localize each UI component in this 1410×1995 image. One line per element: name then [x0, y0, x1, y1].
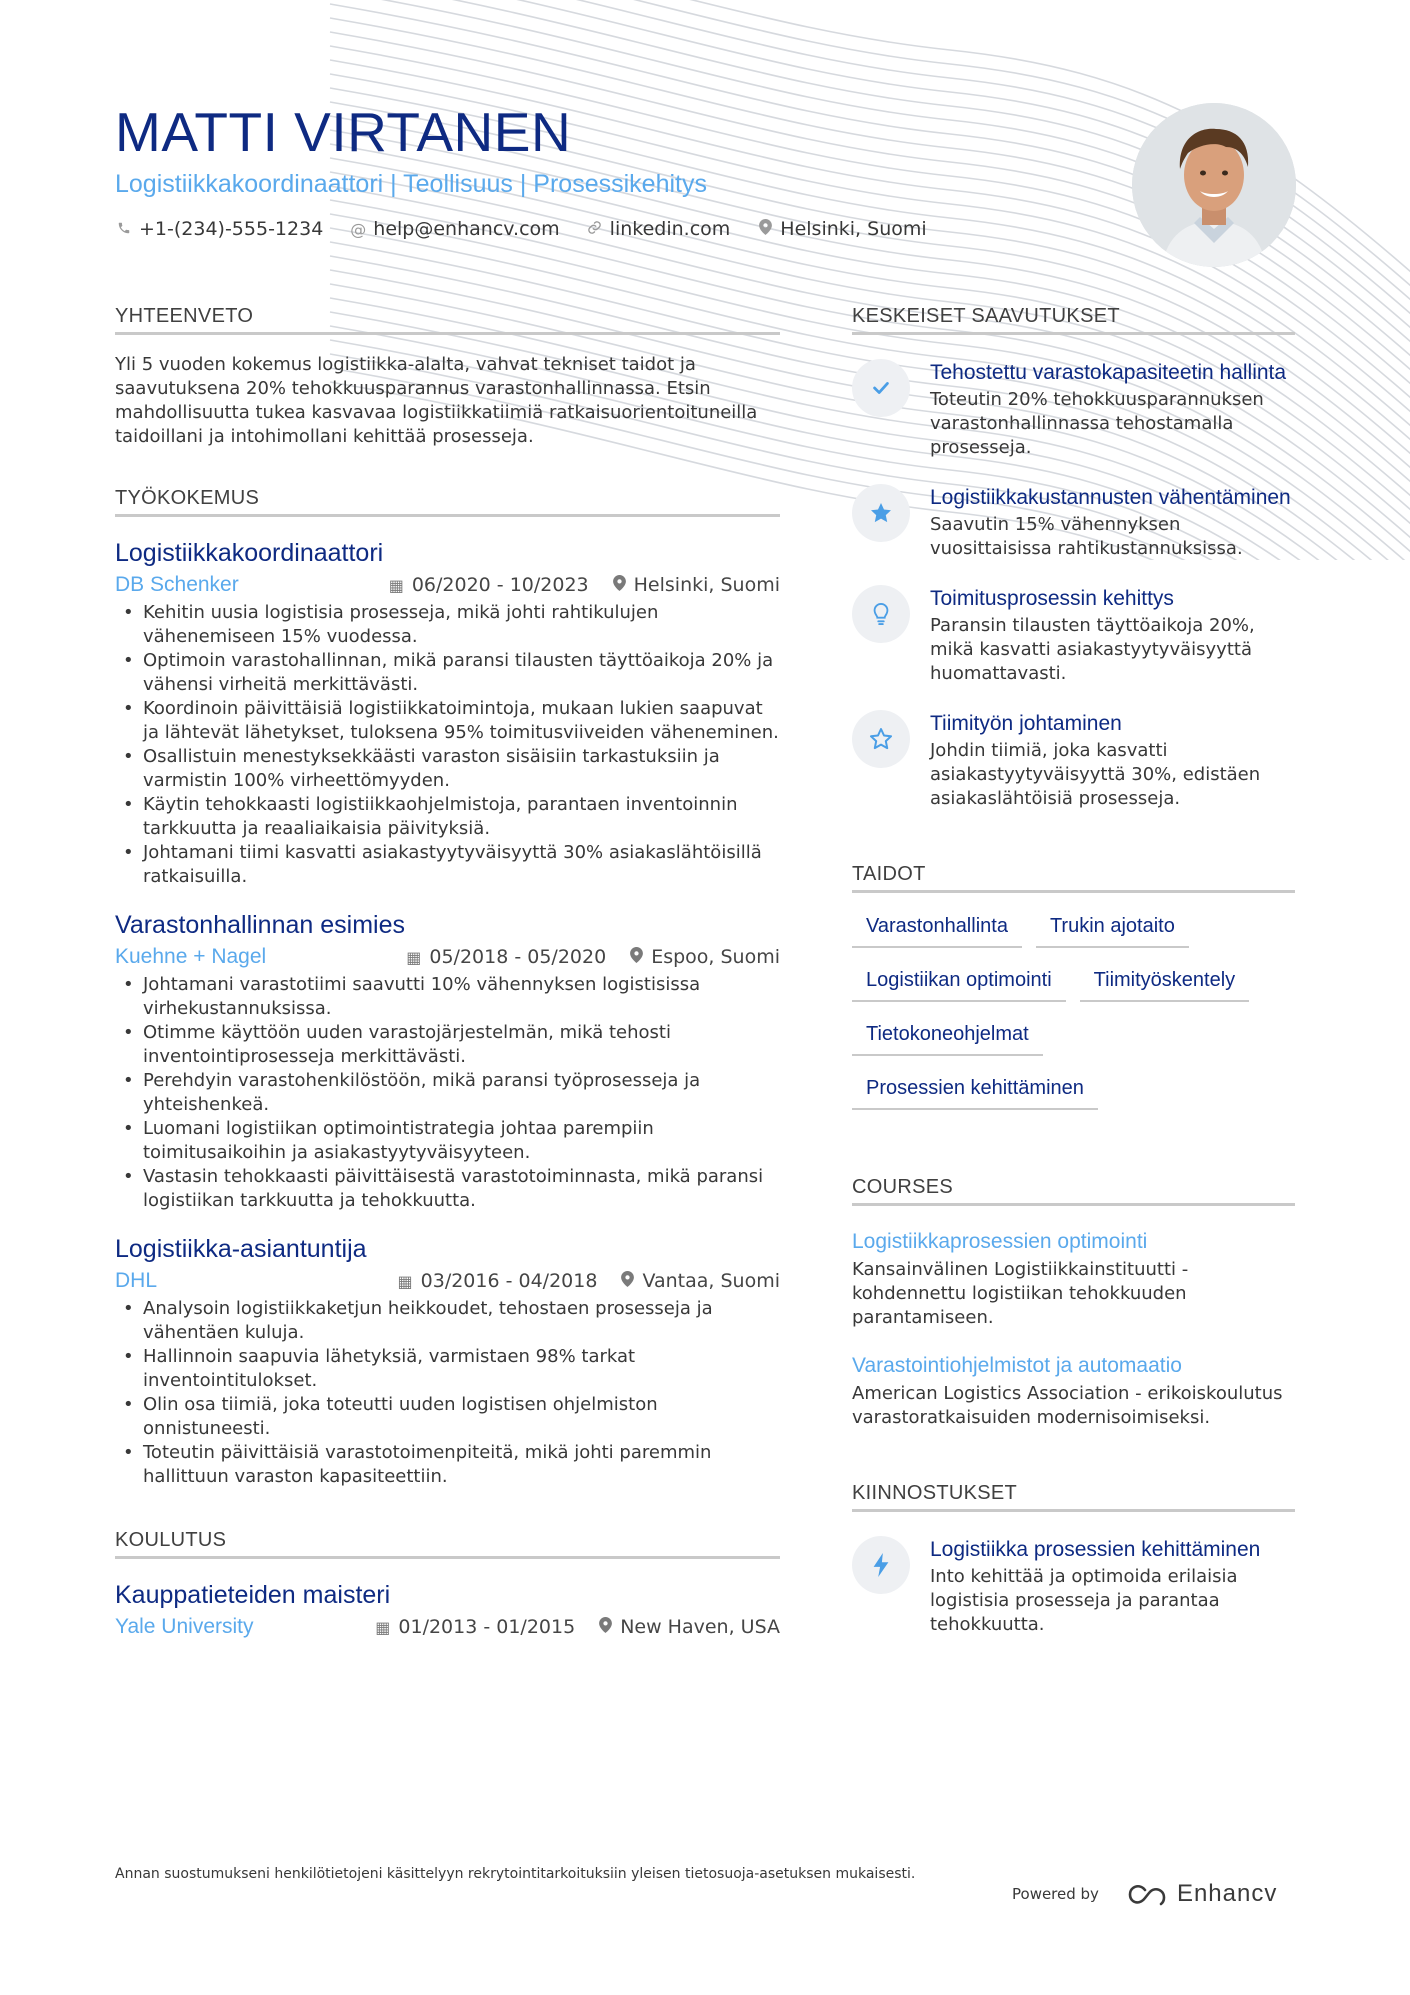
summary-section: [115, 305, 780, 449]
interests-heading: KIINNOSTUKSET: [852, 1482, 1295, 1512]
interest-item: [852, 1536, 1295, 1637]
link-icon: [586, 220, 604, 239]
list-item: • Vastasin tehokkaasti päivittäisestä varastotoiminnasta, mikä paransi logistiikan tarkkuutta ja tehokkuutta.: [115, 1165, 780, 1213]
star-outline-icon: [852, 710, 910, 768]
list-item: • Käytin tehokkaasti logistiikkaohjelmistoja, parantaen inventoinnin tarkkuutta ja reaaliaikaisia päivityksiä.: [115, 793, 780, 841]
job-entry: [115, 1233, 780, 1489]
achievement-desc: Johdin tiimiä, joka kasvatti asiakastyytyväisyyttä 30%, edistäen asiakaslähtöisiä prosesseja.: [930, 740, 1261, 809]
achievement-title: Tehostettu varastokapasiteetin hallinta: [930, 361, 1287, 384]
skill-tag: Trukin ajotaito: [1036, 915, 1189, 948]
job-bullets: [115, 601, 780, 889]
list-item: • Osallistuin menestyksekkäästi varaston sisäisiin tarkastuksiin ja varmistin 100% virheettömyyden.: [115, 745, 780, 793]
job-dates: [406, 946, 606, 968]
course-title: Logistiikkaprosessien optimointi: [852, 1230, 1148, 1253]
job-bullets: [115, 973, 780, 1213]
job-entry: [115, 537, 780, 889]
interest-desc: Into kehittää ja optimoida erilaisia logistisia prosesseja ja parantaa tehokkuutta.: [930, 1566, 1238, 1635]
job-location: [630, 946, 780, 968]
job-company: DB Schenker: [115, 573, 239, 596]
right-column: [852, 305, 1295, 1637]
job-company: DHL: [115, 1269, 158, 1292]
list-item: • Koordinoin päivittäisiä logistiikkatoimintoja, mukaan lukien saapuvat ja lähtevät lähetykset, tuloksena 95% toimitusviiveiden väheneminen.: [115, 697, 780, 745]
brand-name: Enhancv: [1176, 1880, 1278, 1907]
powered-by-label: Powered by: [1012, 1885, 1099, 1903]
list-item: • Olin osa tiimiä, joka toteutti uuden logistisen ohjelmiston onnistuneesti.: [115, 1393, 780, 1441]
location-icon: [621, 1271, 634, 1291]
contact-row: [115, 218, 1115, 240]
contact-email-text: help@enhancv.com: [373, 218, 560, 240]
skill-tag: Tiimityöskentely: [1080, 969, 1250, 1002]
interests-section: [852, 1482, 1295, 1637]
job-meta: [115, 1269, 780, 1293]
achievement-item: [852, 710, 1295, 811]
job-entry: [115, 909, 780, 1213]
job-meta-right: [389, 574, 780, 596]
interest-title: Logistiikka prosessien kehittäminen: [930, 1538, 1261, 1561]
job-location: [613, 574, 780, 596]
contact-phone-text: +1-(234)-555-1234: [139, 218, 324, 240]
lightbulb-icon: [852, 585, 910, 643]
courses-section: [852, 1176, 1295, 1430]
list-item: • Perehdyin varastohenkilöstöön, mikä paransi työprosesseja ja yhteishenkeä.: [115, 1069, 780, 1117]
school-name: Yale University: [115, 1615, 254, 1638]
lightning-icon: [852, 1536, 910, 1594]
education-location: [599, 1616, 780, 1638]
job-bullets: [115, 1297, 780, 1489]
list-item: • Luomani logistiikan optimointistrategia johtaa parempiin toimitusaikoihin ja asiakastyytyväisyyteen.: [115, 1117, 780, 1165]
profile-photo: [1132, 103, 1296, 267]
achievement-desc: Paransin tilausten täyttöaikoja 20%, mikä kasvatti asiakastyytyväisyyttä huomattavasti.: [930, 615, 1255, 684]
education-entry: [115, 1579, 780, 1639]
job-title: Logistiikkakoordinaattori: [115, 539, 384, 567]
job-meta: [115, 573, 780, 597]
job-dates: [398, 1270, 598, 1292]
achievement-title: Tiimityön johtaminen: [930, 712, 1122, 735]
enhancv-logo[interactable]: [1125, 1880, 1277, 1908]
location-icon: [613, 575, 626, 595]
job-location-text: Helsinki, Suomi: [633, 574, 780, 596]
skill-tag: Prosessien kehittäminen: [852, 1077, 1098, 1110]
job-meta: [115, 945, 780, 969]
experience-heading: TYÖKOKEMUS: [115, 487, 780, 517]
course-desc: Kansainvälinen Logistiikkainstituutti - kohdennettu logistiikan tehokkuuden parantamiseen.: [852, 1259, 1189, 1328]
at-icon: @: [350, 219, 367, 239]
course-desc: American Logistics Association - erikoiskoulutus varastoratkaisuiden modernisoimiseksi.: [852, 1383, 1283, 1428]
achievement-title: Toimitusprosessin kehittys: [930, 587, 1174, 610]
skills-list: [852, 915, 1295, 1110]
job-title: Logistiikka-asiantuntija: [115, 1235, 367, 1263]
achievement-desc: Saavutin 15% vähennyksen vuosittaisissa rahtikustannuksissa.: [930, 514, 1243, 559]
summary-text: Yli 5 vuoden kokemus logistiikka-alalta, vahvat tekniset taidot ja saavutuksena 20% tehokkuusparannus varastonhallinnassa. Etsin mahdollisuutta tukea kasvavaa logistiikkatiimiä ratkaisuorientoituneilla taidoillani ja intohimollani kehittää prosesseja.: [115, 354, 758, 447]
contact-location: [756, 218, 926, 240]
education-heading: KOULUTUS: [115, 1529, 780, 1559]
skill-tag: Logistiikan optimointi: [852, 969, 1066, 1002]
list-item: • Hallinnoin saapuvia lähetyksiä, varmistaen 98% tarkat inventointitulokset.: [115, 1345, 780, 1393]
enhancv-logo-icon: [1125, 1882, 1169, 1906]
location-icon: [756, 219, 774, 239]
calendar-icon: ▦: [397, 1271, 413, 1291]
candidate-headline: Logistiikkakoordinaattori | Teollisuus | Prosessikehitys: [115, 170, 707, 198]
achievement-desc: Toteutin 20% tehokkuusparannuksen varastonhallinnassa tehostamalla prosesseja.: [930, 389, 1264, 458]
resume-header: [115, 100, 1115, 240]
list-item: • Otimme käyttöön uuden varastojärjestelmän, mikä tehosti inventointiprosesseja merkittävästi.: [115, 1021, 780, 1069]
job-location: [621, 1270, 780, 1292]
list-item: • Optimoin varastohallinnan, mikä paransi tilausten täyttöaikoja 20% ja vähensi virheitä merkittävästi.: [115, 649, 780, 697]
achievements-section: [852, 305, 1295, 811]
calendar-icon: ▦: [375, 1617, 391, 1637]
job-dates: [389, 574, 589, 596]
education-dates-text: 01/2013 - 01/2015: [398, 1616, 576, 1638]
skills-section: [852, 863, 1295, 1110]
list-item: • Kehitin uusia logistisia prosesseja, mikä johti rahtikulujen vähenemiseen 15% vuodessa.: [115, 601, 780, 649]
powered-by: [1012, 1880, 1277, 1908]
course-item: [852, 1228, 1295, 1330]
contact-email[interactable]: [349, 218, 559, 240]
experience-section: [115, 487, 780, 1489]
candidate-name: MATTI VIRTANEN: [115, 101, 572, 163]
contact-phone[interactable]: [115, 218, 323, 240]
list-item: • Analysoin logistiikkaketjun heikkoudet, tehostaen prosesseja ja vähentäen kuluja.: [115, 1297, 780, 1345]
phone-icon: [115, 220, 133, 239]
skill-tag: Tietokoneohjelmat: [852, 1023, 1043, 1056]
list-item: • Johtamani varastotiimi saavutti 10% vähennyksen logistisissa virhekustannuksissa.: [115, 973, 780, 1021]
skills-heading: TAIDOT: [852, 863, 1295, 893]
education-meta: [115, 1615, 780, 1639]
consent-text: Annan suostumukseni henkilötietojeni käsittelyyn rekrytointitarkoituksiin yleisen tietosuoja-asetuksen mukaisesti.: [115, 1866, 916, 1882]
achievements-heading: KESKEISET SAAVUTUKSET: [852, 305, 1295, 335]
job-location-text: Vantaa, Suomi: [642, 1270, 780, 1292]
education-dates: [375, 1616, 575, 1638]
course-title: Varastointiohjelmistot ja automaatio: [852, 1354, 1182, 1377]
calendar-icon: ▦: [406, 947, 422, 967]
skill-tag: Varastonhallinta: [852, 915, 1022, 948]
summary-heading: YHTEENVETO: [115, 305, 780, 335]
contact-linkedin-text: linkedin.com: [609, 218, 731, 240]
left-column: [115, 305, 780, 1639]
job-dates-text: 03/2016 - 04/2018: [420, 1270, 598, 1292]
job-company: Kuehne + Nagel: [115, 945, 267, 968]
job-title: Varastonhallinnan esimies: [115, 911, 405, 939]
location-icon: [630, 947, 643, 967]
job-dates-text: 05/2018 - 05/2020: [429, 946, 607, 968]
achievement-item: [852, 585, 1295, 686]
achievement-item: [852, 359, 1295, 460]
achievement-item: [852, 484, 1295, 561]
education-section: [115, 1529, 780, 1639]
list-item: • Johtamani tiimi kasvatti asiakastyytyväisyyttä 30% asiakaslähtöisillä ratkaisuilla.: [115, 841, 780, 889]
contact-location-text: Helsinki, Suomi: [780, 218, 927, 240]
education-location-text: New Haven, USA: [620, 1616, 780, 1638]
courses-heading: COURSES: [852, 1176, 1295, 1206]
education-meta-right: [375, 1616, 780, 1638]
calendar-icon: ▦: [388, 575, 404, 595]
contact-linkedin[interactable]: [586, 218, 731, 240]
location-icon: [599, 1617, 612, 1637]
job-meta-right: [406, 946, 780, 968]
job-dates-text: 06/2020 - 10/2023: [411, 574, 589, 596]
achievement-title: Logistiikkakustannusten vähentäminen: [930, 486, 1291, 509]
job-location-text: Espoo, Suomi: [651, 946, 780, 968]
degree-title: Kauppatieteiden maisteri: [115, 1581, 391, 1609]
job-meta-right: [398, 1270, 780, 1292]
list-item: • Toteutin päivittäisiä varastotoimenpiteitä, mikä johti paremmin hallittuun varaston kapasiteettiin.: [115, 1441, 780, 1489]
course-item: [852, 1352, 1295, 1430]
check-icon: [852, 359, 910, 417]
star-icon: [852, 484, 910, 542]
